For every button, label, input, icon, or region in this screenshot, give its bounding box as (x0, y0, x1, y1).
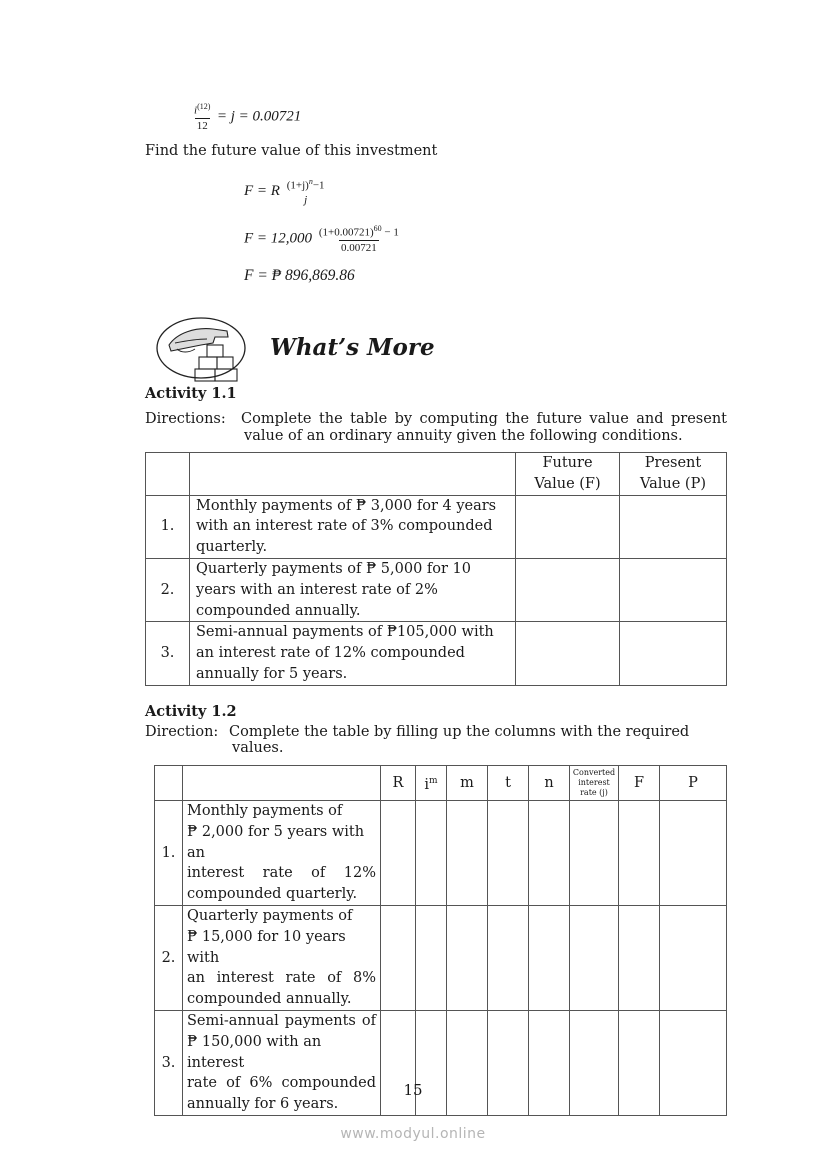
header-R: R (381, 766, 416, 801)
answer-cell[interactable] (660, 1010, 727, 1115)
answer-cell[interactable] (447, 905, 488, 1010)
rate-formula: $\frac{i^{(12)}}{12}$ = j = 0.00721 (194, 102, 302, 132)
header-t: t (488, 766, 529, 801)
answer-cell[interactable] (619, 905, 660, 1010)
page-number: 15 (403, 1081, 423, 1099)
table-row: 1. Monthly payments of ₱ 2,000 for 5 years with an interest rate of 12% compounded quarterly. (155, 801, 727, 906)
answer-cell[interactable] (570, 905, 619, 1010)
find-text: Find the future value of this investment (145, 143, 438, 159)
answer-cell[interactable] (416, 801, 447, 906)
direction-label: Direction: (145, 724, 219, 740)
answer-cell[interactable] (529, 905, 570, 1010)
answer-cell[interactable] (381, 801, 416, 906)
answer-cell[interactable] (620, 558, 727, 621)
table-row: 2. Quarterly payments of ₱ 15,000 for 10 years with an interest rate of 8% compounded annually. (155, 905, 727, 1010)
answer-cell[interactable] (570, 1010, 619, 1115)
activity2-table (154, 765, 727, 1116)
answer-cell[interactable] (447, 801, 488, 906)
answer-cell[interactable] (516, 622, 620, 685)
header-future-value: Future Value (F) (516, 453, 620, 496)
direction-line1: Complete the table by filling up the columns with the required (229, 724, 690, 740)
table-row: 3. Semi-annual payments of ₱105,000 with an interest rate of 12% compounded annually for 5 years. (146, 622, 727, 685)
formula-f2: F = 12,000 $\frac{(1+0.00721)^{60} - 1}{0.00721}$ (244, 224, 399, 254)
activity1-table (145, 452, 727, 686)
answer-cell[interactable] (529, 801, 570, 906)
header-m: m (447, 766, 488, 801)
header-i: $i^m$ (416, 766, 447, 801)
answer-cell[interactable] (447, 1010, 488, 1115)
answer-cell[interactable] (381, 1010, 416, 1115)
answer-cell[interactable] (488, 1010, 529, 1115)
answer-cell[interactable] (570, 801, 619, 906)
watermark: www.modyul.online (340, 1126, 486, 1142)
formula-f3: F = ₱ 896,869.86 (244, 267, 355, 284)
header-n: n (529, 766, 570, 801)
table-row: 1. Monthly payments of ₱ 3,000 for 4 years with an interest rate of 3% compounded quarterly. (146, 495, 727, 558)
header-present-value: Present Value (P) (620, 453, 727, 496)
table-header-row (155, 766, 727, 801)
rate-rest: = j = 0.00721 (216, 108, 302, 125)
answer-cell[interactable] (488, 801, 529, 906)
answer-cell[interactable] (619, 1010, 660, 1115)
answer-cell[interactable] (488, 905, 529, 1010)
hand-stacking-blocks-icon (155, 315, 250, 383)
answer-cell[interactable] (660, 905, 727, 1010)
answer-cell[interactable] (516, 495, 620, 558)
answer-cell[interactable] (381, 905, 416, 1010)
rate-den: 12 (196, 119, 208, 132)
header-converted-rate: Converted interest rate (j) (570, 766, 619, 801)
section-title: What’s More (270, 334, 435, 361)
answer-cell[interactable] (416, 905, 447, 1010)
rate-num: i (194, 104, 198, 117)
activity2-heading: Activity 1.2 (145, 703, 237, 720)
answer-cell[interactable] (620, 622, 727, 685)
table-row: 2. Quarterly payments of ₱ 5,000 for 10 years with an interest rate of 2% compounded annually. (146, 558, 727, 621)
table-header-row (146, 453, 727, 496)
activity1-heading: Activity 1.1 (145, 385, 237, 402)
direction-line2: values. (232, 740, 284, 756)
activity2-direction (145, 724, 727, 756)
answer-cell[interactable] (620, 495, 727, 558)
table-row: 3. Semi-annual payments of ₱ 150,000 with an interest rate of 6% compounded annually for 6 years. (155, 1010, 727, 1115)
formula-f1: F = R $(1+j)^n-1$ j (244, 177, 325, 206)
answer-cell[interactable] (660, 801, 727, 906)
directions-line2: value of an ordinary annuity given the following conditions. (244, 428, 683, 444)
header-P: P (660, 766, 727, 801)
header-F: F (619, 766, 660, 801)
activity1-directions (145, 411, 727, 444)
answer-cell[interactable] (619, 801, 660, 906)
answer-cell[interactable] (416, 1010, 447, 1115)
answer-cell[interactable] (516, 558, 620, 621)
directions-line1: Complete the table by computing the future value and present (241, 411, 727, 427)
directions-label: Directions: (145, 411, 226, 427)
answer-cell[interactable] (529, 1010, 570, 1115)
